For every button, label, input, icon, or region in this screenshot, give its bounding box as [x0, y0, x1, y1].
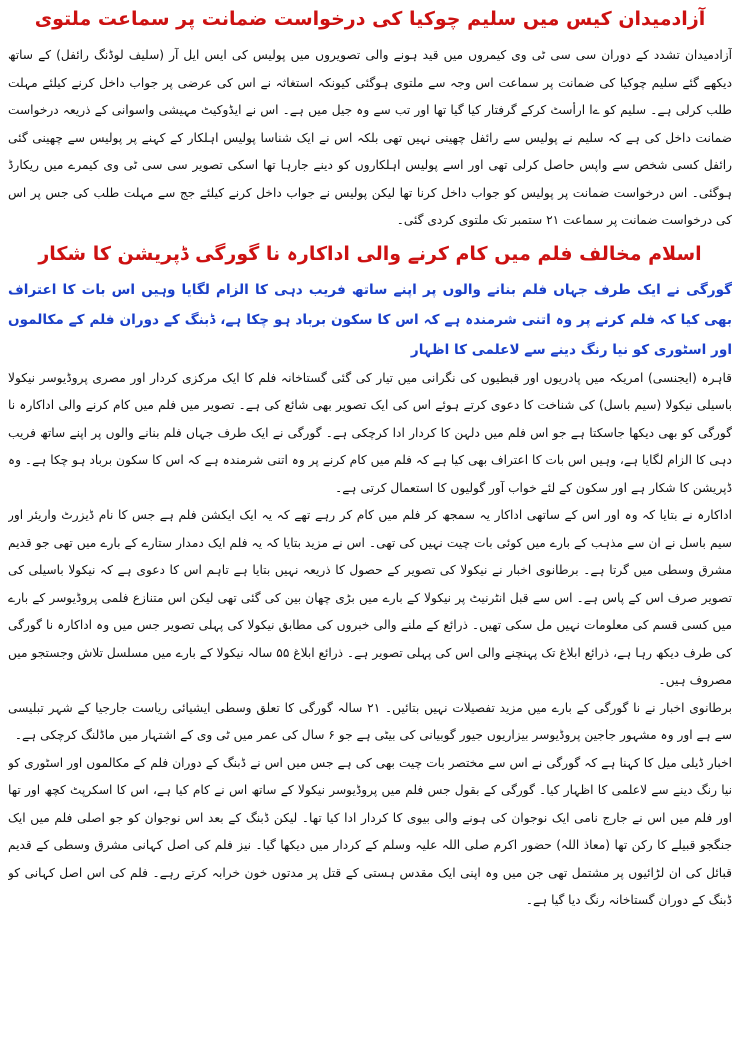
newspaper-page: [8, 4, 732, 1036]
paragraph-actress-background: برطانوی اخبار نے نا گورگی کے بارے میں مزید تفصیلات نہیں بتائیں۔ ۲۱ سالہ گورگی کا تعلق وسطی ایشیائی ریاست جارجیا کے شہر تبلیسی سے ہے اور وہ مشہور جاجین پروڈیوسر بیزاریوں جیور گوبیانی کی بیٹی ہے جو ۶ سال کی عمر میں ٹی وی کے اشتہار میں ماڈلنگ کرچکی ہے۔: [8, 700, 732, 742]
paragraph-daily-mail: اخبار ڈیلی میل کا کہنا ہے کہ گورگی نے اس سے مختصر بات چیت بھی کی ہے جس میں اس نے ڈبنگ کے دوران فلم کے مکالموں اور اسٹوری کو نیا رنگ دینے سے لاعلمی کا اظہار کیا۔ گورگی کے بقول جس فلم میں پروڈیوسر نیکولا کے ساتھ اس نے کام کیا ہے، اس کا اسکرپٹ کچھ اور تھا اور فلم میں اس نے جارج نامی ایک نوجوان کی ہونے والی بیوی کا کردار ادا کیا تھا۔ لیکن ڈبنگ کے بعد اس نوجوان کو جو اصلی فلم میں ایک جنگجو قبیلے کا رکن تھا (معاذ اللہ) حضور اکرم صلی اللہ علیہ وسلم کے کردار میں دیکھا گیا۔ نیز فلم کی اصل کہانی مشرق وسطی کے قدیم قبائل کی ان لڑائیوں پر مشتمل تھی جن میں وہ اپنی ایک مقدس ہستی کے قتل پر مدتوں خون خرابہ کرتے رہے۔ فلم کی اس اصل کہانی کو ڈبنگ کے دوران گستاخانہ رنگ دیا گیا ہے۔: [8, 755, 732, 907]
paragraph-actress-statement: اداکارہ نے بتایا کہ وہ اور اس کے ساتھی اداکار یہ سمجھ کر فلم میں کام کر رہے تھے کہ یہ ایک ایکشن فلم ہے جس کا نام ڈیزرٹ واریئر اور سیم باسل نے ان سے مذہب کے بارے میں کوئی بات چیت نہیں کی تھی۔ اس نے مزید بتایا کہ یہ فلم ایک دمدار ستارے کے بارے میں تھی جو قدیم مشرق وسطی میں گرتا ہے۔ برطانوی اخبار نے نیکولا کی تصویر کے حصول کا ذریعہ نہیں بتایا ہے تاہم اس کا دعوی ہے کہ نیکولا باسیلی کی تصویر صرف اس کے پاس ہے۔ اس سے قبل انٹرنیٹ پر نیکولا کے بارے میں بڑی چھان بین کی گئی تھی لیکن اس متنازع فلمی پروڈیوسر کے بارے میں کسی قسم کی معلومات نہیں مل سکی تھیں۔ ذرائع کے ملنے والی خبروں کی مطابق نیکولا کی پہلی تصویر جس میں وہ اداکارہ نا گورگی کی طرف دیکھ رہا ہے، ذرائع ابلاغ تک پہنچنے والی اس کی پہلی تصویر ہے۔ ذرائع ابلاغ ۵۵ سالہ نیکولا کے بارے میں مسلسل تلاش وجستجو میں مصروف ہیں۔: [8, 508, 732, 687]
article-bail-hearing-body: آزادمیدان تشدد کے دوران سی سی ٹی وی کیمروں میں قید ہونے والی تصویروں میں پولیس کی ایس ایل آر (سلیف لوڈنگ رائفل) کے ساتھ دیکھے گئے سلیم چوکیا کی ضمانت پر سماعت اس وجہ سے ملتوی ہوگئی کیونکہ استغاثہ نے اس کی عرضی پر جواب داخل کرنے کیلئے مہلت طلب کرلی ہے۔ سلیم کو ےا ارأسٹ کرکے گرفتار کیا گیا تھا اور تب سے وہ جیل میں ہے۔ اس نے ایڈوکیٹ مہیشی واسوانی کے ذریعہ درخواست ضمانت داخل کی ہے کہ سلیم نے پولیس سے رائفل چھینی نہیں تھی بلکہ اس نے ایک شناسا پولیس اہلکار کے کہنے پر پولیس سے چھینی گئی رائفل کسی شخص سے واپس حاصل کرلی تھی اور اسے پولیس اہلکاروں کو دینے جارہا تھا اسکی تصویر سی سی ٹی وی کیمرے میں ریکارڈ ہوگئی۔ اس درخواست ضمانت پر پولیس کو جواب داخل کرنا تھا لیکن پولیس نے جواب داخل کرنے کیلئے جج سے مہلت طلب کی جس پر اس کی درخواست ضمانت پر سماعت ۲۱ ستمبر تک ملتوی کردی گئی۔: [8, 48, 732, 227]
article-bail-hearing: [8, 4, 732, 235]
paragraph-cairo-report: قاہرہ (ایجنسی) امریکہ میں پادریوں اور قبطیوں کی نگرانی میں تیار کی گئی گستاخانہ فلم کا ایک مرکزی کردار اور مصری پروڈیوسر نیکولا باسیلی نیکولا (سیم باسل) کی شناخت کا دعوی کرتے ہوئے اس کی ایک تصویر بھی شائع کی ہے۔ تصویر میں فلم میں کام کرنے والی اداکارہ نا گورگی کو بھی دیکھا جاسکتا ہے جو اس فلم میں دلہن کا کردار ادا کرچکی ہے۔ گورگی نے ایک طرف جہاں فلم بنانے والوں پر اپنے ساتھ فریب دہی کا الزام لگایا ہے، وہیں اس بات کا اعتراف بھی کیا ہے کہ فلم میں کام کرنے پر وہ اتنی شرمندہ ہے کہ اس کا سکون برباد ہو چکا ہے۔ وہ ڈپریشن کا شکار ہے اور سکون کے لئے خواب آور گولیوں کا استعمال کرتی ہے۔: [8, 370, 732, 495]
headline-bail-hearing: آزادمیدان کیس میں سلیم چوکیا کی درخواست ضمانت پر سماعت ملتوی: [34, 8, 706, 30]
headline-actress-depression: اسلام مخالف فلم میں کام کرنے والی اداکارہ نا گورگی ڈپریشن کا شکار: [38, 242, 702, 265]
article-actress-depression: [8, 239, 732, 915]
article-lead-summary: گورگی نے ایک طرف جہاں فلم بنانے والوں پر اپنے ساتھ فریب دہی کا الزام لگایا وہیں اس بات کا اعتراف بھی کیا کہ فلم کرنے پر وہ اتنی شرمندہ ہے کہ اس کا سکون برباد ہو چکا ہے، ڈبنگ کے دوران فلم کے مکالموں اور اسٹوری کو نیا رنگ دینے سے لاعلمی کا اظہار: [8, 281, 732, 358]
